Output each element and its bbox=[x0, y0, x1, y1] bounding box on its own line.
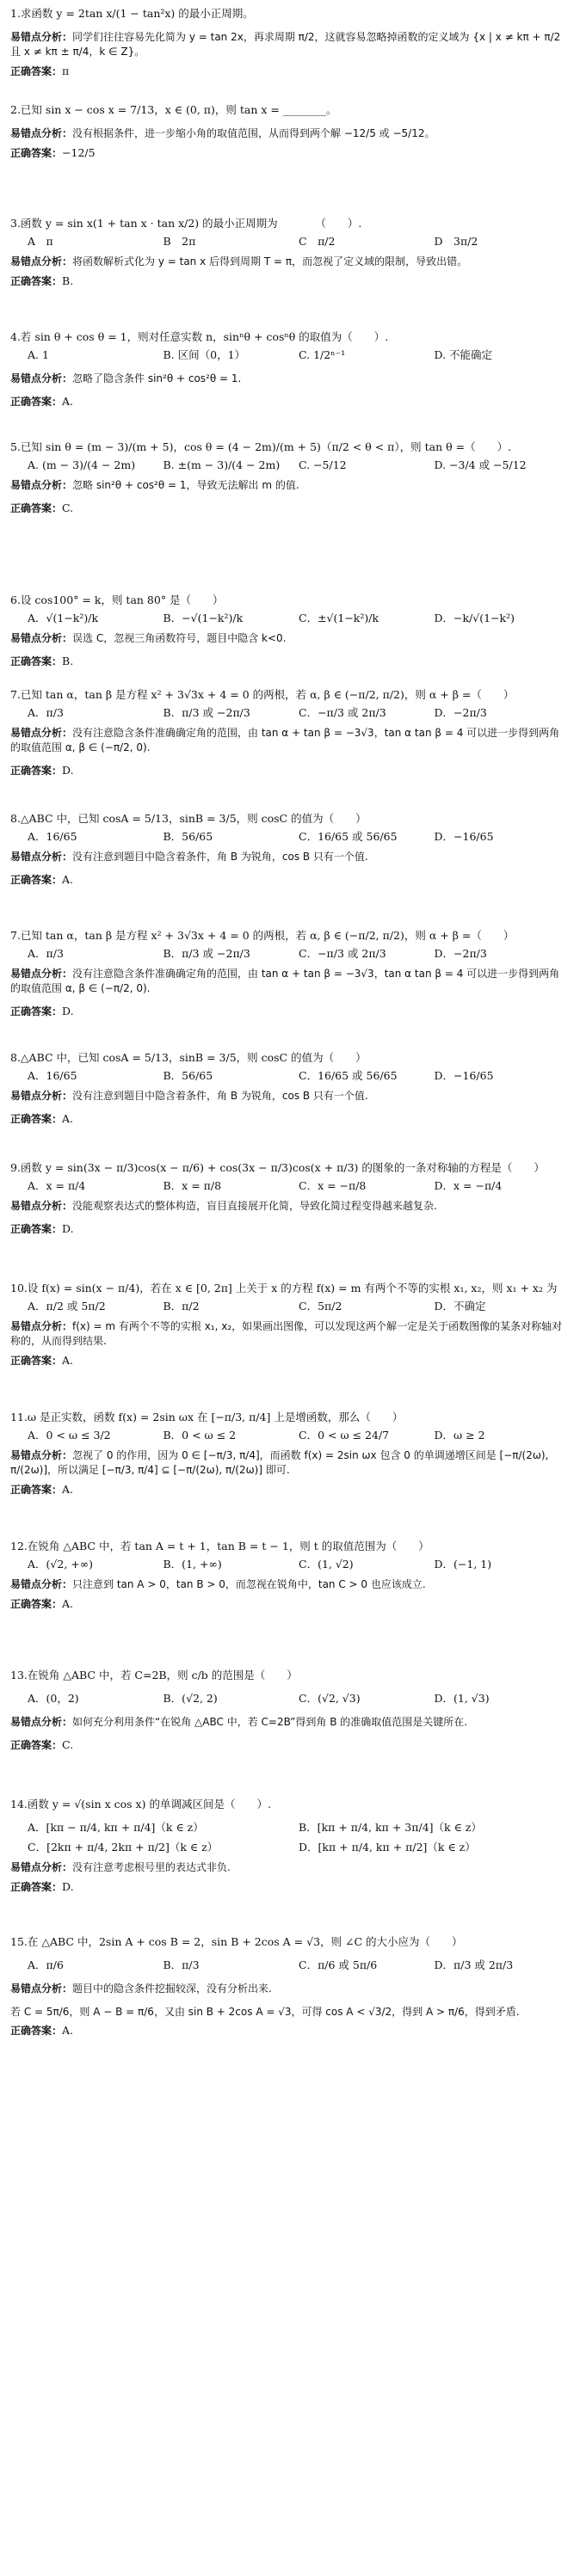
option-a[interactable]: A．π/3 bbox=[28, 705, 64, 719]
option-d[interactable]: D. −3/4 或 −5/12 bbox=[434, 458, 527, 471]
option-b[interactable]: B．x = π/8 bbox=[163, 1178, 222, 1192]
option-d[interactable]: D．π/3 或 2π/3 bbox=[434, 1958, 514, 1971]
option-c[interactable]: C．[2kπ + π/4, 2kπ + π/2]（k ∈ z） bbox=[28, 1840, 219, 1854]
error-analysis: 易错点分析：没有注意到题目中隐含着条件，角 B 为锐角，cos B 只有一个值. bbox=[10, 850, 368, 863]
question-7-repeat bbox=[10, 929, 570, 1018]
option-b[interactable]: B．(√2, 2) bbox=[163, 1691, 218, 1705]
question-stem: 2.已知 sin x − cos x = 7/13，x ∈ (0, π)，则 tan x = ________。 bbox=[10, 103, 337, 116]
correct-answer: 正确答案：A. bbox=[10, 1353, 74, 1367]
correct-answer: 正确答案：π bbox=[10, 64, 70, 77]
option-a[interactable]: A．π/6 bbox=[28, 1958, 64, 1971]
option-c[interactable]: C．π/6 或 5π/6 bbox=[299, 1958, 378, 1971]
options bbox=[28, 706, 570, 721]
options bbox=[28, 348, 570, 363]
error-analysis: 易错点分析：没能观察表达式的整体构造，盲目直接展开化简，导致化简过程变得越来越复杂. bbox=[10, 1199, 437, 1212]
option-a[interactable]: A π bbox=[28, 234, 53, 248]
question-stem: 12.在锐角 △ABC 中，若 tan A = t + 1，tan B = t − 1，则 t 的取值范围为（ ） bbox=[10, 1540, 429, 1552]
question-9 bbox=[10, 1161, 570, 1237]
option-c[interactable]: C. 1/2ⁿ⁻¹ bbox=[299, 347, 346, 361]
question-2 bbox=[10, 103, 570, 161]
correct-answer: 正确答案：−12/5 bbox=[10, 145, 96, 159]
question-stem: 13.在锐角 △ABC 中，若 C=2B，则 c/b 的范围是（ ） bbox=[10, 1669, 298, 1681]
explanation-text: 若 C = 5π/6，则 A − B = π/6，又由 sin B + 2cos A = √3，可得 cos A < √3/2，得到 A > π/6，得到矛盾. bbox=[10, 2005, 520, 2018]
error-analysis: 易错点分析：如何充分利用条件“在锐角 △ABC 中，若 C=2B”得到角 B 的准确取值范围是关键所在. bbox=[10, 1715, 468, 1728]
options bbox=[28, 830, 570, 845]
option-b[interactable]: B. ±(m − 3)/(4 − 2m) bbox=[163, 458, 281, 471]
option-d[interactable]: D．[kπ + π/4, kπ + π/2]（k ∈ z） bbox=[299, 1840, 476, 1854]
option-d[interactable]: D．−16/65 bbox=[434, 1068, 494, 1082]
correct-answer: 正确答案：D. bbox=[10, 763, 74, 777]
correct-answer: 正确答案：D. bbox=[10, 1879, 74, 1893]
option-b[interactable]: B 2π bbox=[163, 234, 196, 248]
option-d[interactable]: D 3π/2 bbox=[434, 234, 478, 248]
option-c[interactable]: C. −5/12 bbox=[299, 458, 347, 471]
correct-answer: 正确答案：A. bbox=[10, 1111, 74, 1125]
question-stem: 7.已知 tan α，tan β 是方程 x² + 3√3x + 4 = 0 的两根，若 α, β ∈ (−π/2, π/2)，则 α + β =（ ） bbox=[10, 688, 515, 701]
options bbox=[28, 458, 570, 473]
error-analysis: 易错点分析：忽略 sin²θ + cos²θ = 1，导致无法解出 m 的值. bbox=[10, 478, 299, 491]
error-analysis: 易错点分析：f(x) = m 有两个不等的实根 x₁, x₂，如果画出图像，可以发现这两个解一定是关于函数图像的某条对称轴对称的，从而得到结果. bbox=[10, 1319, 563, 1347]
options bbox=[28, 1179, 570, 1194]
correct-answer: 正确答案：A. bbox=[10, 872, 74, 886]
option-d[interactable]: D．−2π/3 bbox=[434, 705, 487, 719]
option-d[interactable]: D．−16/65 bbox=[434, 829, 494, 843]
option-d[interactable]: D．(−1, 1) bbox=[434, 1557, 492, 1571]
correct-answer: 正确答案：C. bbox=[10, 501, 74, 514]
options-row-2 bbox=[28, 1841, 570, 1855]
option-a[interactable]: A．π/3 bbox=[28, 946, 64, 960]
option-c[interactable]: C．−π/3 或 2π/3 bbox=[299, 705, 386, 719]
question-stem: 9.函数 y = sin(3x − π/3)cos(x − π/6) + cos(3x − π/3)cos(x + π/3) 的图象的一条对称轴的方程是（ ） bbox=[10, 1161, 545, 1174]
option-c[interactable]: C．x = −π/8 bbox=[299, 1178, 367, 1192]
option-d[interactable]: D．不确定 bbox=[434, 1299, 486, 1313]
option-a[interactable]: A．π/2 或 5π/2 bbox=[28, 1299, 106, 1313]
option-d[interactable]: D．ω ≥ 2 bbox=[434, 1428, 485, 1442]
option-b[interactable]: B．π/3 bbox=[163, 1958, 200, 1971]
error-analysis: 易错点分析：忽略了隐含条件 sin²θ + cos²θ = 1. bbox=[10, 372, 242, 384]
error-analysis: 易错点分析：忽视了 0 的作用，因为 0 ∈ [−π/3, π/4]，而函数 f(x) = 2sin ωx 包含 0 的单调递增区间是 [−π/(2ω), π/(2ω)]，所以满足 [−π/3, π/4] ⊆ [−π/(2ω), π/(2ω)] 即可. bbox=[10, 1448, 549, 1476]
question-7 bbox=[10, 688, 570, 778]
question-stem: 3.函数 y = sin x(1 + tan x · tan x/2) 的最小正周期为 （ ）. bbox=[10, 217, 362, 230]
option-b[interactable]: B．56/65 bbox=[163, 1068, 213, 1082]
error-analysis: 易错点分析：将函数解析式化为 y = tan x 后得到周期 T = π，而忽视了定义域的限制，导致出错。 bbox=[10, 255, 468, 267]
error-analysis: 易错点分析：没有注意隐含条件准确确定角的范围，由 tan α + tan β = −3√3，tan α tan β = 4 可以进一步得到两角的取值范围 α, β ∈ (−π/2, 0). bbox=[10, 726, 560, 753]
error-analysis: 易错点分析：没有根据条件，进一步缩小角的取值范围，从而得到两个解 −12/5 或 −5/12。 bbox=[10, 126, 435, 139]
options-row-1 bbox=[28, 1821, 570, 1835]
question-1 bbox=[10, 7, 570, 79]
question-stem: 6.设 cos100° = k，则 tan 80° 是（ ） bbox=[10, 593, 224, 606]
option-c[interactable]: C π/2 bbox=[299, 234, 336, 248]
question-stem: 7.已知 tan α，tan β 是方程 x² + 3√3x + 4 = 0 的两根，若 α, β ∈ (−π/2, π/2)，则 α + β =（ ） bbox=[10, 929, 515, 942]
option-c[interactable]: C．0 < ω ≤ 24/7 bbox=[299, 1428, 390, 1442]
question-10 bbox=[10, 1282, 570, 1368]
option-b[interactable]: B．π/3 或 −2π/3 bbox=[163, 705, 250, 719]
option-b[interactable]: B．π/3 或 −2π/3 bbox=[163, 946, 250, 960]
question-stem: 14.函数 y = √(sin x cos x) 的单调减区间是（ ）. bbox=[10, 1798, 271, 1811]
question-15 bbox=[10, 1935, 570, 2038]
question-8-repeat bbox=[10, 1051, 570, 1127]
question-8 bbox=[10, 812, 570, 888]
correct-answer: 正确答案：A. bbox=[10, 1596, 74, 1610]
error-analysis: 易错点分析：误选 C，忽视三角函数符号，题目中隐含 k<0. bbox=[10, 631, 287, 644]
option-d[interactable]: D．x = −π/4 bbox=[434, 1178, 503, 1192]
options bbox=[28, 1692, 570, 1706]
option-a[interactable]: A．[kπ − π/4, kπ + π/4]（k ∈ z） bbox=[28, 1820, 204, 1834]
correct-answer: 正确答案：C. bbox=[10, 1737, 74, 1751]
question-12 bbox=[10, 1540, 570, 1612]
error-analysis: 易错点分析：没有注意隐含条件准确确定角的范围，由 tan α + tan β = −3√3，tan α tan β = 4 可以进一步得到两角的取值范围 α, β ∈ (−π/2, 0). bbox=[10, 967, 560, 994]
options bbox=[28, 1300, 570, 1314]
options bbox=[28, 1558, 570, 1572]
options bbox=[28, 947, 570, 962]
question-6 bbox=[10, 593, 570, 669]
option-a[interactable]: A．√(1−k²)/k bbox=[28, 611, 99, 624]
option-b[interactable]: B．0 < ω ≤ 2 bbox=[163, 1428, 237, 1442]
correct-answer: 正确答案：D. bbox=[10, 1221, 74, 1235]
option-a[interactable]: A．16/65 bbox=[28, 1068, 77, 1082]
error-analysis: 易错点分析：只注意到 tan A > 0，tan B > 0，而忽视在锐角中，tan C > 0 也应该成立. bbox=[10, 1577, 426, 1590]
option-b[interactable]: B．(1, +∞) bbox=[163, 1557, 222, 1571]
options bbox=[28, 235, 570, 249]
question-11 bbox=[10, 1411, 570, 1497]
option-d[interactable]: D．(1, √3) bbox=[434, 1691, 490, 1705]
correct-answer: 正确答案：A. bbox=[10, 1482, 74, 1496]
option-c[interactable]: C．16/65 或 56/65 bbox=[299, 829, 398, 843]
question-stem: 8.△ABC 中，已知 cosA = 5/13，sinB = 3/5，则 cosC 的值为（ ） bbox=[10, 812, 367, 825]
correct-answer: 正确答案：A. bbox=[10, 2023, 74, 2037]
correct-answer: 正确答案：A. bbox=[10, 394, 74, 408]
question-stem: 15.在 △ABC 中，2sin A + cos B = 2，sin B + 2cos A = √3，则 ∠C 的大小应为（ ） bbox=[10, 1935, 463, 1948]
option-d[interactable]: D．−k/√(1−k²) bbox=[434, 611, 515, 624]
option-a[interactable]: A. (m − 3)/(4 − 2m) bbox=[28, 458, 136, 471]
error-analysis: 易错点分析：没有注意到题目中隐含着条件，角 B 为锐角，cos B 只有一个值. bbox=[10, 1089, 368, 1102]
option-a[interactable]: A．(0，2) bbox=[28, 1691, 79, 1705]
option-c[interactable]: C．−π/3 或 2π/3 bbox=[299, 946, 386, 960]
question-4 bbox=[10, 330, 570, 409]
options bbox=[28, 1429, 570, 1443]
option-c[interactable]: C．5π/2 bbox=[299, 1299, 342, 1313]
option-b[interactable]: B. 区间（0，1） bbox=[163, 347, 246, 361]
question-stem: 10.设 f(x) = sin(x − π/4)，若在 x ∈ [0, 2π] 上关于 x 的方程 f(x) = m 有两个不等的实根 x₁, x₂，则 x₁ + x₂ 为 bbox=[10, 1282, 558, 1294]
question-stem: 11.ω 是正实数，函数 f(x) = 2sin ωx 在 [−π/3, π/4] 上是增函数，那么（ ） bbox=[10, 1411, 404, 1423]
error-analysis: 易错点分析：题目中的隐含条件挖掘较深，没有分析出来. bbox=[10, 1982, 272, 1995]
question-stem: 4.若 sin θ + cos θ = 1，则对任意实数 n，sinⁿθ + cosⁿθ 的取值为（ ）. bbox=[10, 330, 389, 343]
option-a[interactable]: A．x = π/4 bbox=[28, 1178, 86, 1192]
option-d[interactable]: D. 不能确定 bbox=[434, 347, 493, 361]
correct-answer: 正确答案：B. bbox=[10, 274, 74, 287]
error-analysis: 易错点分析：没有注意考虑根号里的表达式非负. bbox=[10, 1860, 231, 1873]
options bbox=[28, 1958, 570, 1973]
question-stem: 5.已知 sin θ = (m − 3)/(m + 5)，cos θ = (4 − 2m)/(m + 5)（π/2 < θ < π），则 tan θ =（ ）. bbox=[10, 440, 512, 453]
option-b[interactable]: B．56/65 bbox=[163, 829, 213, 843]
option-c[interactable]: C．(1, √2) bbox=[299, 1557, 354, 1571]
question-5 bbox=[10, 440, 570, 516]
option-a[interactable]: A．0 < ω ≤ 3/2 bbox=[28, 1428, 111, 1442]
question-stem: 8.△ABC 中，已知 cosA = 5/13，sinB = 3/5，则 cosC 的值为（ ） bbox=[10, 1051, 367, 1064]
option-b[interactable]: B．−√(1−k²)/k bbox=[163, 611, 244, 624]
option-c[interactable]: C．(√2, √3) bbox=[299, 1691, 361, 1705]
options bbox=[28, 612, 570, 626]
option-b[interactable]: B．π/2 bbox=[163, 1299, 200, 1313]
correct-answer: 正确答案：B. bbox=[10, 654, 74, 667]
question-14 bbox=[10, 1798, 570, 1894]
options bbox=[28, 1069, 570, 1084]
error-analysis: 易错点分析：同学们往往容易先化简为 y = tan 2x，再求周期 π/2，这就容易忽略掉函数的定义域为 {x | x ≠ kπ + π/2 且 x ≠ kπ ± π/4，k ∈ Z}。 bbox=[10, 30, 561, 58]
correct-answer: 正确答案：D. bbox=[10, 1004, 74, 1017]
question-13 bbox=[10, 1669, 570, 1753]
option-a[interactable]: A．16/65 bbox=[28, 829, 77, 843]
option-b[interactable]: B．[kπ + π/4, kπ + 3π/4]（k ∈ z） bbox=[299, 1820, 482, 1834]
option-c[interactable]: C．16/65 或 56/65 bbox=[299, 1068, 398, 1082]
question-3 bbox=[10, 217, 570, 289]
question-stem: 1.求函数 y = 2tan x/(1 − tan²x) 的最小正周期。 bbox=[10, 7, 254, 20]
option-a[interactable]: A. 1 bbox=[28, 347, 49, 361]
option-c[interactable]: C．±√(1−k²)/k bbox=[299, 611, 379, 624]
option-d[interactable]: D．−2π/3 bbox=[434, 946, 487, 960]
option-a[interactable]: A．(√2, +∞) bbox=[28, 1557, 94, 1571]
